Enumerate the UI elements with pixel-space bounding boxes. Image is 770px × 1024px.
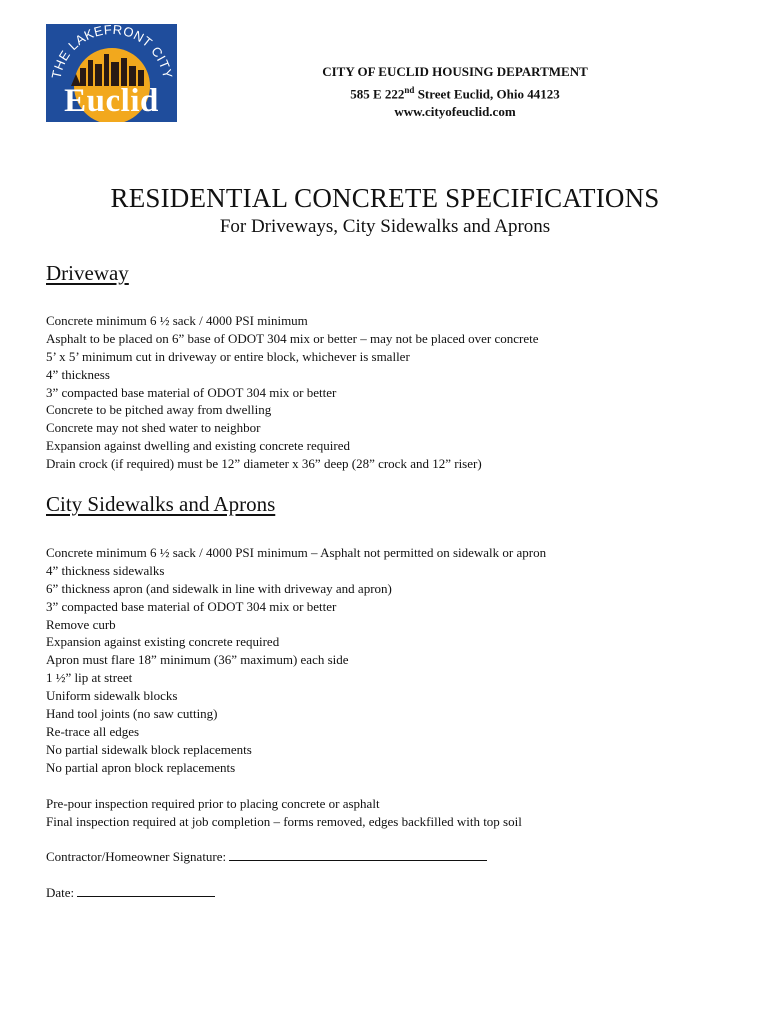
list-item: Uniform sidewalk blocks [46, 688, 178, 704]
list-item: Concrete minimum 6 ½ sack / 4000 PSI minimum [46, 313, 308, 328]
list-item: Remove curb [46, 616, 116, 632]
list-item: Drain crock (if required) must be 12” diameter x 36” deep (28” crock and 12” riser) [46, 456, 482, 472]
document-title: RESIDENTIAL CONCRETE SPECIFICATIONS [110, 183, 660, 213]
list-item: 5’ x 5’ minimum cut in driveway or entire block, whichever is smaller [46, 348, 410, 364]
driveway-heading: Driveway [46, 261, 129, 285]
list-item: Expansion against dwelling and existing concrete required [46, 438, 350, 454]
document-subtitle: For Driveways, City Sidewalks and Aprons [219, 216, 551, 237]
department-header [280, 63, 630, 121]
department-address: 585 E 222nd Street Euclid, Ohio 44123 [350, 85, 560, 102]
inspection-note: Pre-pour inspection required prior to placing concrete or asphalt [46, 796, 380, 811]
inspection-notes [46, 795, 736, 831]
date-field[interactable] [77, 884, 215, 897]
list-item: 1 ½” lip at street [46, 670, 133, 686]
logo-name: Euclid [64, 83, 159, 119]
signature-line [46, 848, 487, 866]
department-website: www.cityofeuclid.com [394, 104, 516, 120]
signature-field[interactable] [229, 848, 487, 861]
list-item: Concrete to be pitched away from dwelling [46, 402, 272, 418]
list-item: Expansion against existing concrete required [46, 634, 280, 650]
sidewalks-heading: City Sidewalks and Aprons [46, 492, 276, 516]
date-line [46, 884, 215, 902]
list-item: Re-trace all edges [46, 723, 140, 739]
list-item: Concrete may not shed water to neighbor [46, 420, 261, 436]
list-item: Apron must flare 18” minimum (36” maximum) each side [46, 652, 349, 668]
driveway-list [46, 312, 736, 473]
list-item: Asphalt to be placed on 6” base of ODOT 304 mix or better – may not be placed over concrete [46, 330, 539, 346]
list-item: No partial apron block replacements [46, 759, 236, 775]
sidewalks-list [46, 544, 736, 777]
list-item: 3” compacted base material of ODOT 304 mix or better [46, 384, 337, 400]
date-label: Date: [46, 885, 75, 900]
list-item: No partial sidewalk block replacements [46, 741, 252, 757]
list-item: Concrete minimum 6 ½ sack / 4000 PSI minimum – Asphalt not permitted on sidewalk or apron [46, 545, 547, 560]
euclid-logo [46, 24, 177, 122]
logo-arc-text: THE LAKEFRONT CITY [48, 24, 176, 80]
list-item: 3” compacted base material of ODOT 304 mix or better [46, 598, 337, 614]
list-item: 6” thickness apron (and sidewalk in line with driveway and apron) [46, 580, 392, 596]
list-item: 4” thickness [46, 366, 110, 382]
department-name: CITY OF EUCLID HOUSING DEPARTMENT [322, 64, 588, 79]
list-item: Hand tool joints (no saw cutting) [46, 706, 218, 722]
signature-label: Contractor/Homeowner Signature: [46, 849, 227, 864]
list-item: 4” thickness sidewalks [46, 562, 165, 578]
inspection-note: Final inspection required at job completion – forms removed, edges backfilled with top soil [46, 813, 522, 829]
